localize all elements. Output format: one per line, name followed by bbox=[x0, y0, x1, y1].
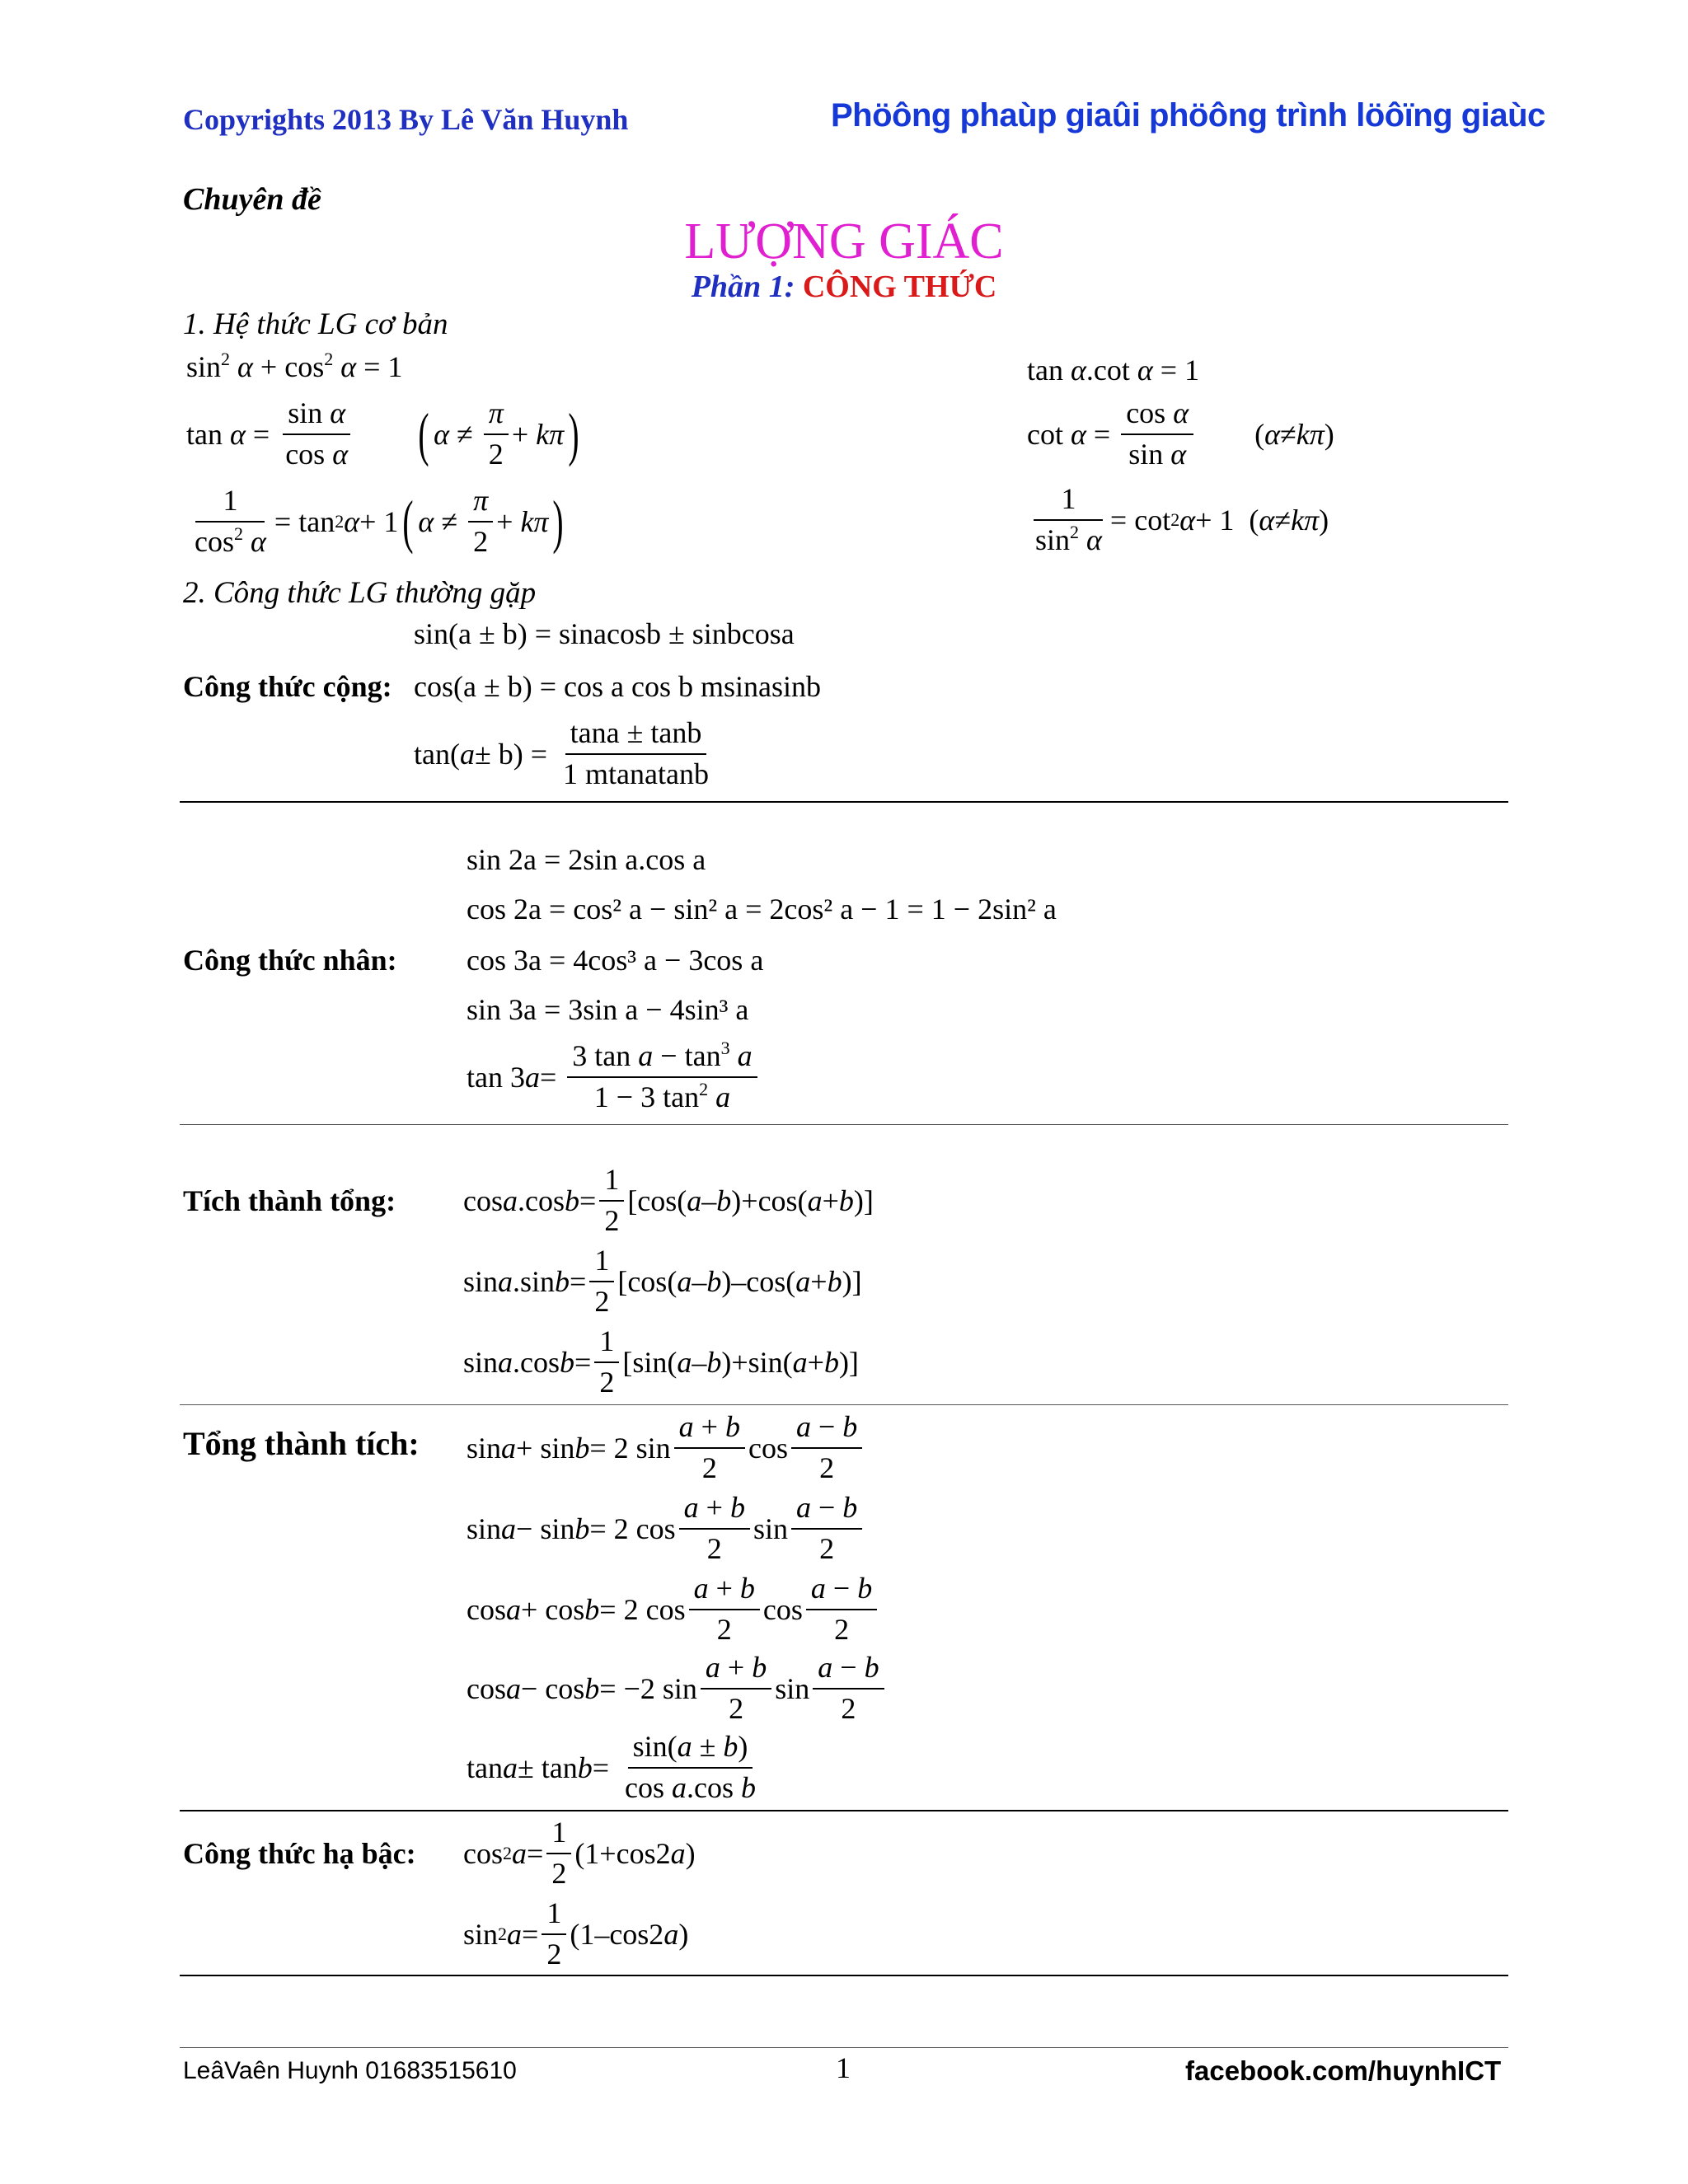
footer-divider bbox=[180, 2047, 1508, 2048]
divider bbox=[180, 1810, 1508, 1811]
footer-author: LeâVaên Huynh 01683515610 bbox=[183, 2057, 517, 2084]
formula-triple-cos: cos 3a = 4cos³ a − 3cos a bbox=[467, 944, 764, 977]
subtitle-part: Phần 1: bbox=[691, 269, 795, 304]
divider bbox=[180, 801, 1508, 803]
page-title: LƯỢNG GIÁC bbox=[684, 213, 1004, 269]
page-subtitle bbox=[0, 269, 1688, 305]
page-number: 1 bbox=[836, 2051, 851, 2084]
formula-triple-sin: sin 3a = 3sin a − 4sin³ a bbox=[467, 993, 749, 1026]
addition-tan-denominator: 1 mtanatanb bbox=[563, 757, 709, 790]
label-power-reduction: Công thức hạ bậc: bbox=[183, 1837, 416, 1870]
footer-facebook: facebook.com/huynhICT bbox=[1185, 2055, 1502, 2086]
identity-csc-squared: $\frac{1}{\sin^2 \alpha}$ = cot 2 α + 1 ( α ≠ kπ ) bbox=[1035, 482, 1329, 556]
subtitle-name: CÔNG THỨC bbox=[802, 269, 997, 304]
label-addition: Công thức cộng: bbox=[183, 670, 392, 703]
formula-cos-squared: cos 2 a = $\frac{1}{2}$ (1+cos2 a ) bbox=[463, 1816, 696, 1890]
formula-addition-sin: sin(a ± b) = sinacosb ± sinbcosa bbox=[414, 617, 795, 650]
identity-tan-def: tan α = $\frac{\text{sin α}}{\text{cos α}}$ ( α ≠ $\frac{\pi}{2}$ + kπ ) bbox=[186, 396, 579, 471]
formula-sum-sin-minus: sin a − sin b = 2 cos $\frac{a + b}{2}$ sin $\frac{a - b}{2}$ bbox=[467, 1492, 865, 1565]
identity-sec-squared: $\frac{1}{\cos^2 \alpha}$ = tan 2 α + 1 ( α ≠ $\frac{\pi}{2}$ + kπ ) bbox=[195, 484, 565, 558]
formula-double-sin: sin 2a = 2sin a.cos a bbox=[467, 843, 706, 876]
formula-sum-tan: tan a ± tan b = $\frac{\sin(a \pm b)}{\text{cos a.cos b}}$ bbox=[467, 1730, 757, 1804]
formula-addition-cos: cos(a ± b) = cos a cos b msinasinb bbox=[414, 670, 821, 703]
formula-sum-sin-plus: sin a + sin b = 2 sin $\frac{a + b}{2}$ cos $\frac{a - b}{2}$ bbox=[467, 1411, 865, 1484]
divider bbox=[180, 1404, 1508, 1405]
identity-pythagorean: $\sin^2 \alpha + \cos^2 \alpha = 1$ bbox=[186, 349, 403, 383]
formula-product-sin-cos: sin a .cos b = $\frac{1}{2}$ [sin( a – b )+sin( a + b )] bbox=[463, 1324, 859, 1399]
label-sum-to-product: Tổng thành tích: bbox=[183, 1425, 420, 1462]
divider bbox=[180, 1975, 1508, 1976]
section-2-heading: 2. Công thức LG thường gặp bbox=[183, 576, 537, 610]
formula-addition-tan: tan( a ± b) = $\frac{\tan a \pm \tan b}{\text{1 mtanatanb}}$ bbox=[414, 717, 717, 790]
header-title: Phöông phaùp giaûi phöông trình löôïng giaùc bbox=[831, 97, 1545, 134]
addition-tan-numerator: tana ± tanb bbox=[565, 717, 707, 755]
header-copyright: Copyrights 2013 By Lê Văn Huynh bbox=[183, 103, 629, 136]
formula-product-cos-cos: cos a .cos b = $\frac{1}{2}$ [cos( a – b )+cos( a + b )] bbox=[463, 1163, 874, 1237]
formula-product-sin-sin: sin a .sin b = $\frac{1}{2}$ [cos( a – b )–cos( a + b )] bbox=[463, 1244, 862, 1318]
label-multiplication: Công thức nhân: bbox=[183, 944, 397, 977]
section-1-heading: 1. Hệ thức LG cơ bản bbox=[183, 307, 448, 341]
identity-cot-def: cot α = $\frac{\text{cos α}}{\text{sin α}}$ ( α ≠ kπ ) bbox=[1027, 396, 1334, 471]
divider bbox=[180, 1124, 1508, 1125]
label-product-to-sum: Tích thành tổng: bbox=[183, 1184, 396, 1217]
formula-sum-cos-plus: cos a + cos b = 2 cos $\frac{a + b}{2}$ cos $\frac{a - b}{2}$ bbox=[467, 1572, 880, 1646]
formula-double-cos: cos 2a = cos² a − sin² a = 2cos² a − 1 = 1 − 2sin² a bbox=[467, 893, 1057, 926]
formula-sin-squared: sin 2 a = $\frac{1}{2}$ (1–cos2 a ) bbox=[463, 1896, 689, 1971]
formula-sum-cos-minus: cos a − cos b = −2 sin $\frac{a + b}{2}$ sin $\frac{a - b}{2}$ bbox=[467, 1652, 888, 1725]
topic-label: Chuyên đề bbox=[183, 182, 321, 217]
identity-tan-cot: tan α.cot α = 1 bbox=[1027, 354, 1200, 387]
formula-triple-tan: tan 3 a = $\frac{3 \tan a - \tan^3 a}{1 - 3 \tan^2 a}$ bbox=[467, 1040, 761, 1113]
